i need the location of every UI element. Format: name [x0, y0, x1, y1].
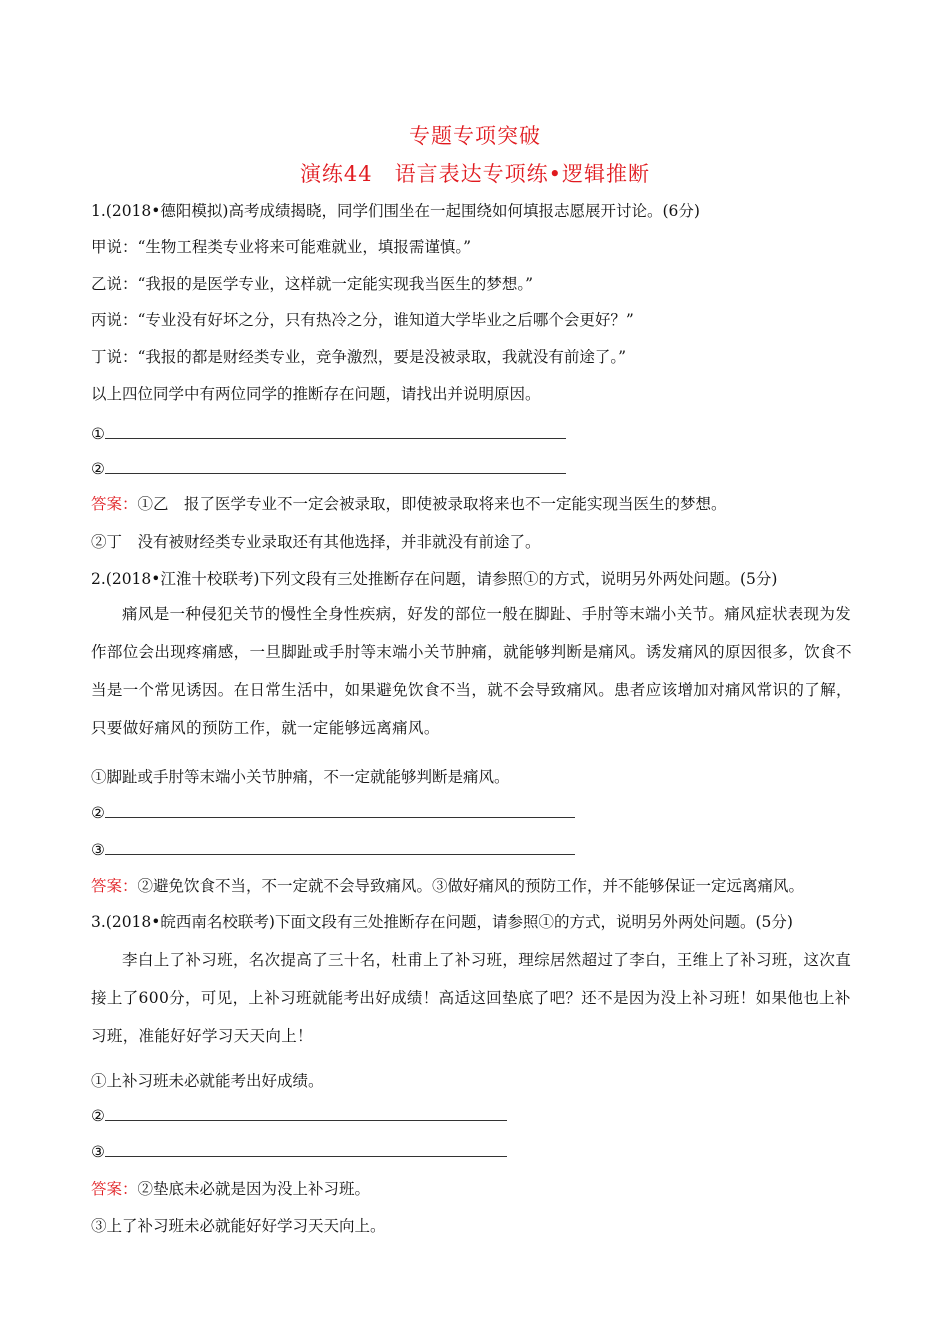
blank-underline: [105, 840, 575, 855]
q1-answer-blank-2: [91, 459, 566, 479]
q3-answer-blank-2: [91, 1106, 507, 1126]
blank-underline: [105, 459, 566, 474]
q1-line-ding: 丁说：“我报的都是财经类专业，竞争激烈，要是没被录取，我就没有前途了。”: [91, 348, 627, 366]
answer-text: ②垫底未必就是因为没上补习班。: [137, 1180, 371, 1198]
blank-underline: [105, 803, 575, 818]
q2-answer-blank-2: [91, 803, 575, 823]
blank-number: ②: [91, 804, 105, 822]
answer-label: 答案：: [91, 495, 138, 513]
blank-number: ③: [91, 1143, 105, 1161]
blank-underline: [105, 1142, 507, 1157]
q3-passage: 李白上了补习班，名次提高了三十名，杜甫上了补习班，理综居然超过了李白，王维上了补习班，这次直接上了600分，可见，上补习班就能考出好成绩！高适这回垫底了吧？还不是因为没上补习班！如果他也上补习班，准能好好学习天天向上！: [91, 951, 852, 1045]
q1-line-yi: 乙说：“我报的是医学专业，这样就一定能实现我当医生的梦想。”: [91, 275, 534, 293]
q1-line-bing: 丙说：“专业没有好坏之分，只有热冷之分，谁知道大学毕业之后哪个会更好？”: [91, 311, 634, 329]
blank-number: ②: [91, 1107, 105, 1125]
q1-answer: [91, 494, 727, 514]
q3-answer-blank-3: [91, 1142, 507, 1162]
q1-stem: 1.(2018•德阳模拟)高考成绩揭晓，同学们围坐在一起围绕如何填报志愿展开讨论。(6分): [91, 202, 700, 220]
q3-answer-2: ③上了补习班未必就能好好学习天天向上。: [91, 1217, 386, 1235]
q2-passage: 痛风是一种侵犯关节的慢性全身性疾病，好发的部位一般在脚趾、手肘等末端小关节。痛风症状表现为发作部位会出现疼痛感，一旦脚趾或手肘等末端小关节肿痛，就能够判断是痛风。诱发痛风的原因很多，饮食不当是一个常见诱因。在日常生活中，如果避免饮食不当，就不会导致痛风。患者应该增加对痛风常识的了解，只要做好痛风的预防工作，就一定能够远离痛风。: [91, 605, 852, 737]
blank-underline: [105, 1106, 507, 1121]
section-title: 专题专项突破: [409, 124, 541, 148]
q2-answer: [91, 876, 804, 896]
q2-stem: 2.(2018•江淮十校联考)下列文段有三处推断存在问题，请参照①的方式，说明另外两处问题。(5分): [91, 570, 778, 588]
answer-label: 答案：: [91, 877, 138, 895]
blank-number: ①: [91, 425, 105, 443]
blank-underline: [105, 424, 566, 439]
answer-text: ②避免饮食不当，不一定就不会导致痛风。③做好痛风的预防工作，并不能够保证一定远离痛风。: [137, 877, 805, 895]
exercise-title: 演练44 语言表达专项练•逻辑推断: [299, 162, 651, 186]
q3-example: ①上补习班未必就能考出好成绩。: [91, 1072, 324, 1090]
q3-stem: 3.(2018•皖西南名校联考)下面文段有三处推断存在问题，请参照①的方式，说明另外两处问题。(5分): [91, 913, 793, 931]
q2-answer-blank-3: [91, 840, 575, 860]
q3-answer: [91, 1179, 370, 1199]
q1-answer-blank-1: [91, 424, 566, 444]
q2-example: ①脚趾或手肘等末端小关节肿痛，不一定就能够判断是痛风。: [91, 768, 510, 786]
q1-answer-2: ②丁 没有被财经类专业录取还有其他选择，并非就没有前途了。: [91, 533, 541, 551]
q1-prompt: 以上四位同学中有两位同学的推断存在问题，请找出并说明原因。: [91, 385, 541, 403]
answer-label: 答案：: [91, 1180, 138, 1198]
q1-line-jia: 甲说：“生物工程类专业将来可能难就业，填报需谨慎。”: [91, 238, 472, 256]
blank-number: ③: [91, 841, 105, 859]
answer-text: ①乙 报了医学专业不一定会被录取，即使被录取将来也不一定能实现当医生的梦想。: [137, 495, 727, 513]
blank-number: ②: [91, 460, 105, 478]
